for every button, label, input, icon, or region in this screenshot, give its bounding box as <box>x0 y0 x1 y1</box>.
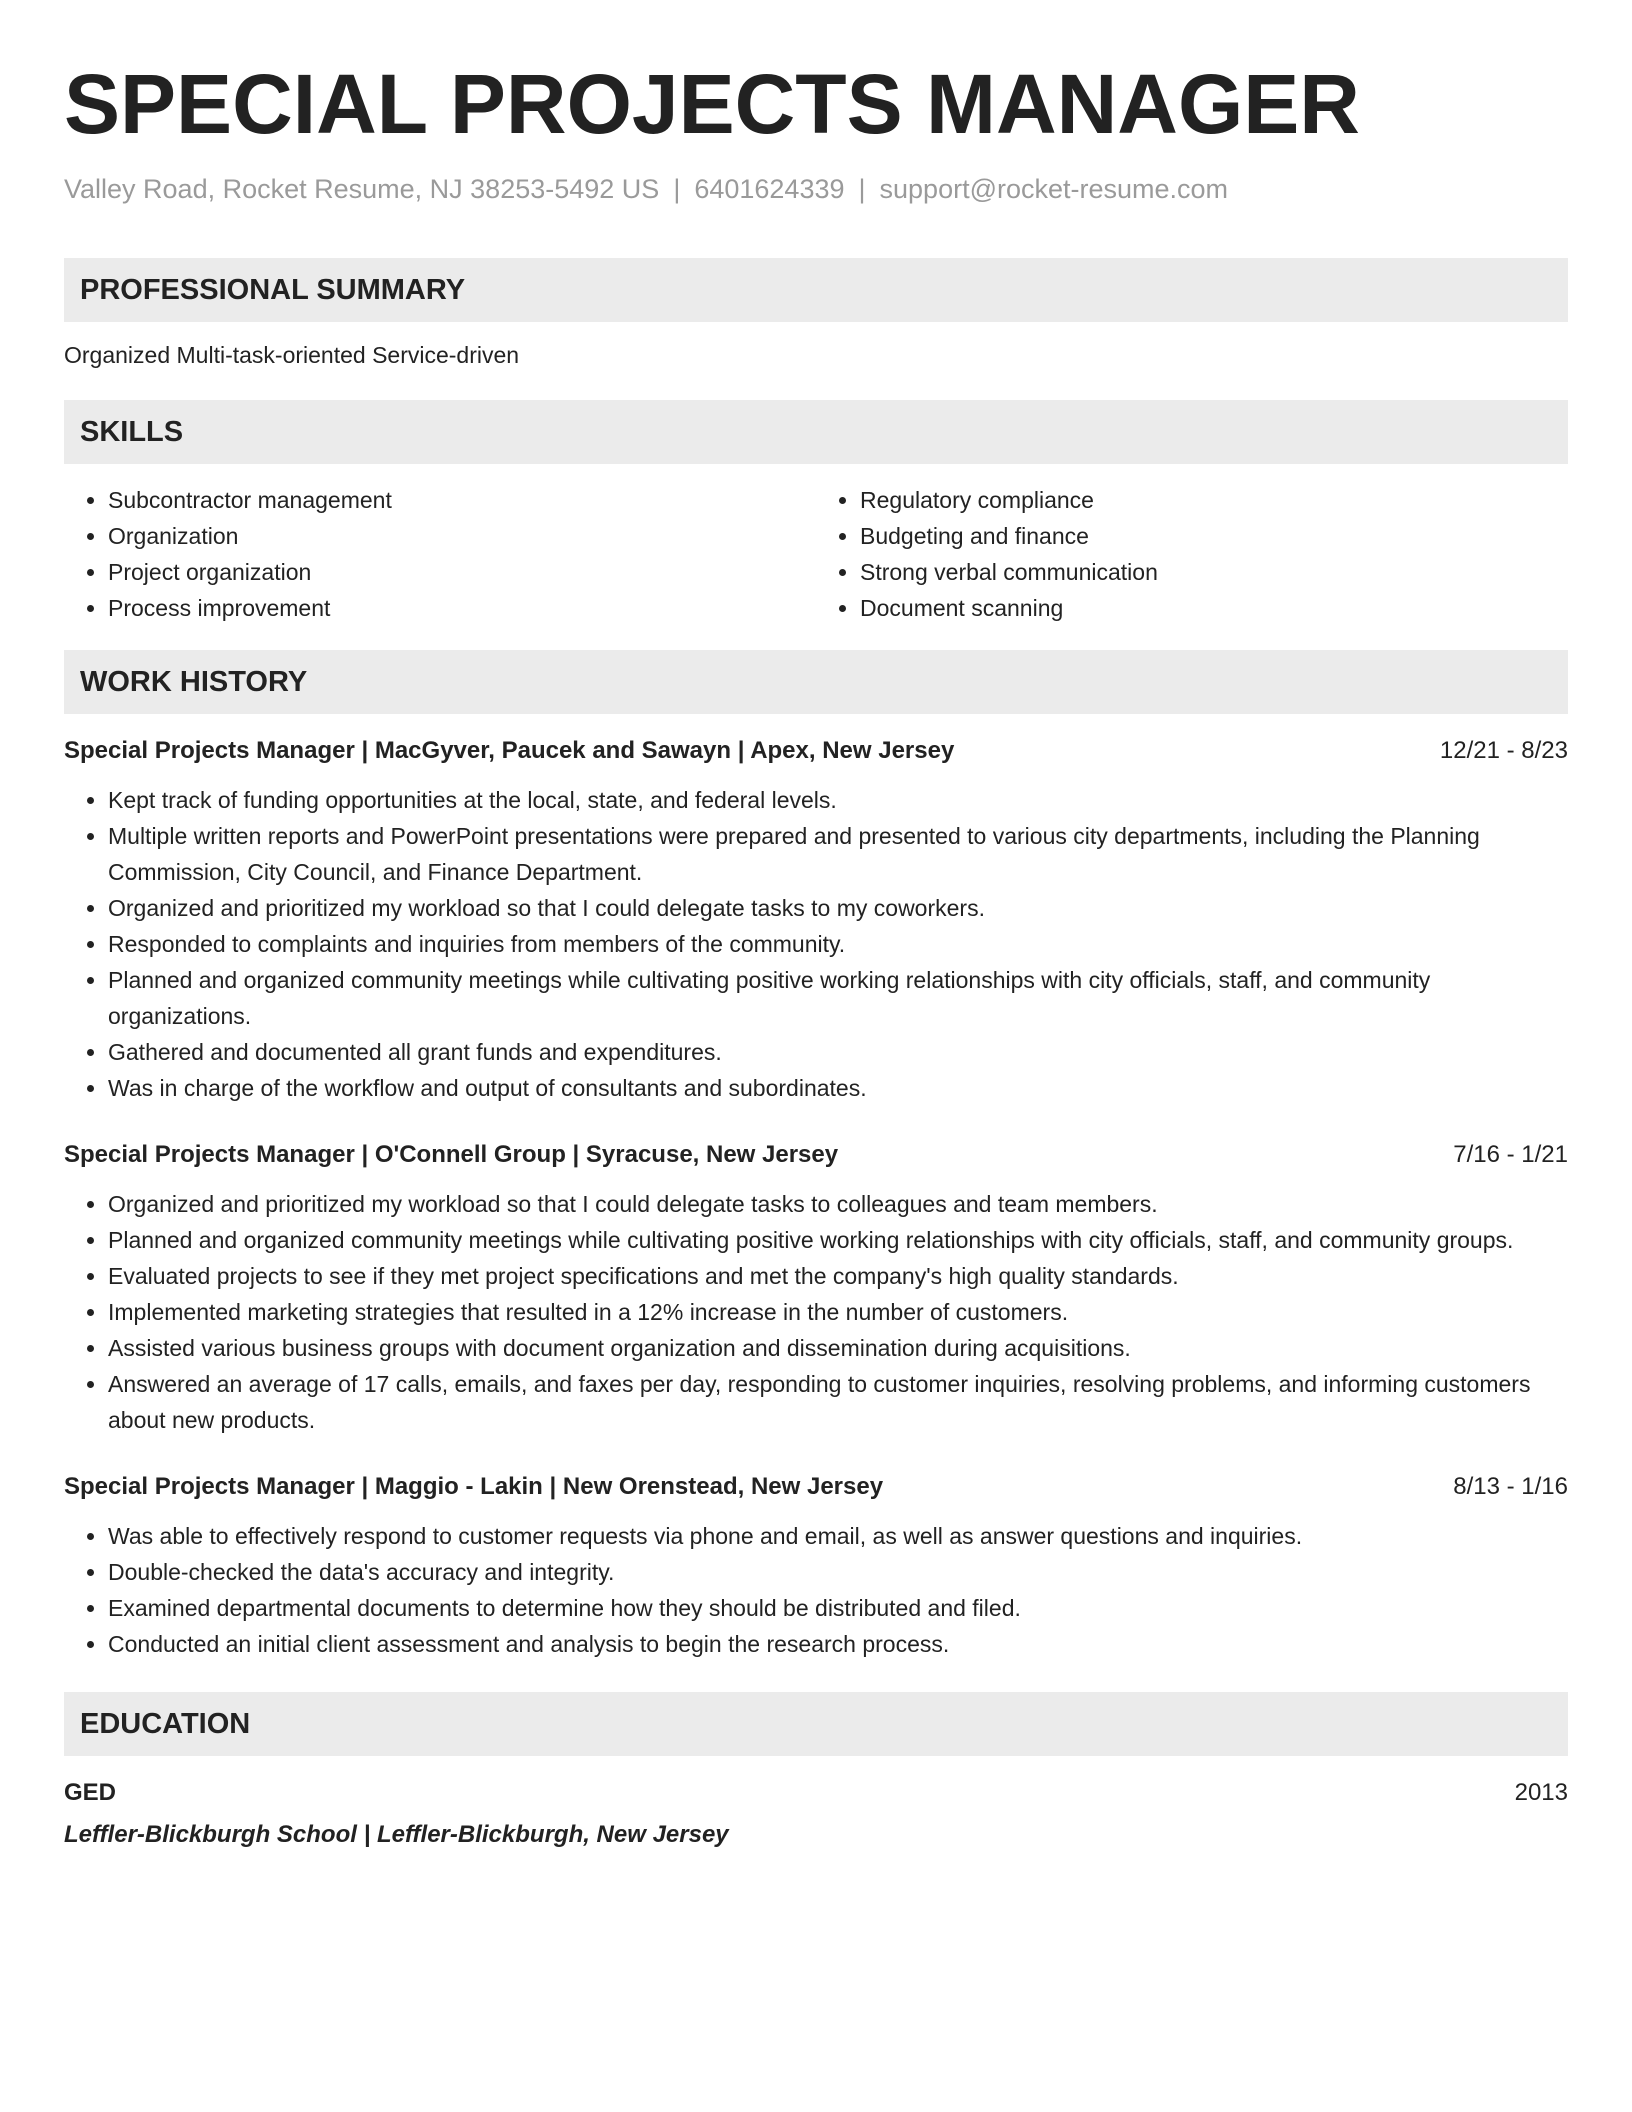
contact-separator: | <box>673 174 681 204</box>
education-header <box>64 1778 1568 1808</box>
job-bullet: • Responded to complaints and inquiries from members of the community. <box>108 926 1568 962</box>
job-bullet: • Evaluated projects to see if they met project specifications and met the company's high quality standards. <box>108 1258 1568 1294</box>
job-header <box>64 1140 1568 1170</box>
job-bullet: • Planned and organized community meetings while cultivating positive working relationships with city officials, staff, and community groups. <box>108 1222 1568 1258</box>
job-bullet: • Answered an average of 17 calls, emails, and faxes per day, responding to customer inquiries, resolving problems, and informing customers about new products. <box>108 1366 1568 1438</box>
skill-item: • Project organization <box>108 554 816 590</box>
section-heading-education: EDUCATION <box>64 1692 1568 1756</box>
job-bullet: • Gathered and documented all grant funds and expenditures. <box>108 1034 1568 1070</box>
job-dates: 7/16 - 1/21 <box>1453 1141 1568 1168</box>
summary-text: Organized Multi-task-oriented Service-driven <box>64 342 520 368</box>
job-bullet: • Examined departmental documents to determine how they should be distributed and filed. <box>108 1590 1568 1626</box>
skills-list <box>64 482 1568 626</box>
contact-separator: | <box>858 174 866 204</box>
section-heading-work-history: WORK HISTORY <box>64 650 1568 714</box>
job-title: Special Projects Manager | MacGyver, Paucek and Sawayn | Apex, New Jersey <box>64 737 955 764</box>
skills-column-left <box>64 482 816 626</box>
phone-number: 6401624339 <box>694 174 845 204</box>
job-bullet: • Implemented marketing strategies that resulted in a 12% increase in the number of customers. <box>108 1294 1568 1330</box>
section-heading-skills: SKILLS <box>64 400 1568 464</box>
job-bullet: • Was able to effectively respond to customer requests via phone and email, as well as answer questions and inquiries. <box>108 1518 1568 1554</box>
job-bullets <box>64 1518 1568 1662</box>
address: Valley Road, Rocket Resume, NJ 38253-5492 US <box>64 174 660 204</box>
skill-item: • Organization <box>108 518 816 554</box>
job-bullets <box>64 782 1568 1106</box>
job-bullet: • Kept track of funding opportunities at the local, state, and federal levels. <box>108 782 1568 818</box>
job-header <box>64 736 1568 766</box>
job-bullet: • Was in charge of the workflow and output of consultants and subordinates. <box>108 1070 1568 1106</box>
skill-item: • Document scanning <box>860 590 1568 626</box>
skill-item: • Budgeting and finance <box>860 518 1568 554</box>
contact-line <box>64 172 1568 206</box>
education-degree: GED <box>64 1779 117 1806</box>
job-bullet: • Organized and prioritized my workload so that I could delegate tasks to colleagues and team members. <box>108 1186 1568 1222</box>
job-bullet: • Double-checked the data's accuracy and integrity. <box>108 1554 1568 1590</box>
job-bullet: • Planned and organized community meetings while cultivating positive working relationships with city officials, staff, and community organizations. <box>108 962 1568 1034</box>
job-bullet: • Organized and prioritized my workload so that I could delegate tasks to my coworkers. <box>108 890 1568 926</box>
skill-item: • Strong verbal communication <box>860 554 1568 590</box>
job-dates: 8/13 - 1/16 <box>1453 1473 1568 1500</box>
job-entry <box>64 1140 1568 1438</box>
skill-item: • Regulatory compliance <box>860 482 1568 518</box>
skill-item: • Subcontractor management <box>108 482 816 518</box>
job-bullet: • Assisted various business groups with document organization and dissemination during acquisitions. <box>108 1330 1568 1366</box>
skills-column-right <box>816 482 1568 626</box>
job-entry <box>64 1472 1568 1662</box>
job-title: Special Projects Manager | O'Connell Group | Syracuse, New Jersey <box>64 1141 839 1168</box>
job-dates: 12/21 - 8/23 <box>1439 737 1568 764</box>
skill-item: • Process improvement <box>108 590 816 626</box>
education-school: Leffler-Blickburgh School | Leffler-Blickburgh, New Jersey <box>64 1821 729 1848</box>
section-heading-summary: PROFESSIONAL SUMMARY <box>64 258 1568 322</box>
job-bullets <box>64 1186 1568 1438</box>
education-year: 2013 <box>1514 1779 1568 1806</box>
job-bullet: • Multiple written reports and PowerPoint presentations were prepared and presented to various city departments, including the Planning Commission, City Council, and Finance Department. <box>108 818 1568 890</box>
job-header <box>64 1472 1568 1502</box>
job-entry <box>64 736 1568 1106</box>
email-address: support@rocket-resume.com <box>879 174 1229 204</box>
job-bullet: • Conducted an initial client assessment and analysis to begin the research process. <box>108 1626 1568 1662</box>
resume-title: SPECIAL PROJECTS MANAGER <box>64 57 1360 151</box>
job-title: Special Projects Manager | Maggio - Lakin | New Orenstead, New Jersey <box>64 1473 884 1500</box>
